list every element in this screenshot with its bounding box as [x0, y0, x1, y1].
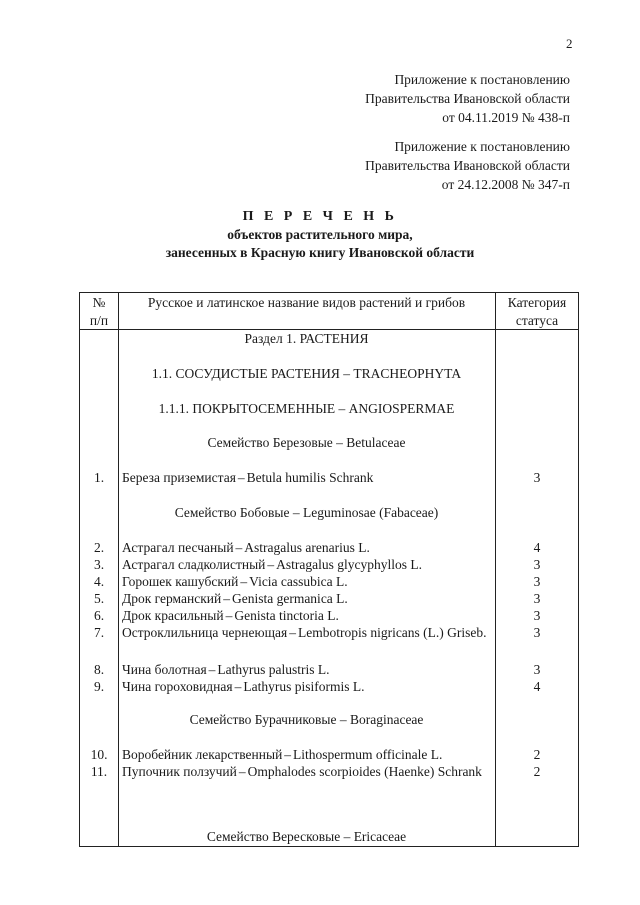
section-heading: Раздел 1. РАСТЕНИЯ: [244, 331, 369, 346]
appendix-line: Приложение к постановлению: [394, 72, 570, 87]
document-title: П Е Р Е Ч Е Н Ь: [242, 209, 398, 224]
subsubsection-heading: 1.1.1. ПОКРЫТОСЕМЕННЫЕ – ANGIOSPERMAE: [158, 401, 455, 416]
appendix-line: от 24.12.2008 № 347-п: [441, 177, 570, 192]
species-table: № п/п Русское и латинское название видов растений и грибов Категория статуса Раздел 1. РАСТЕНИЯ 1.1. СОСУДИСТЫЕ РАСТЕНИЯ – TRACHEOPHYTA 1.1.1. ПОКРЫТОСЕМЕННЫЕ – ANGIOSPERMAE Семейство Березовые – Betulaceae 1. Береза приземистая – Betula humilis Schrank 3 Семейство Бобовые – Leguminosae (Fabaceae) 2. Астрагал песчаный – Astragalus arenarius L. 4 3. Астрагал сладколистный – Astragalus glycyphyllos L. 3 4. Горошек кашубский – Vicia cassubica L. 3 5. Дрок германский – Genista germanica L. 3 6. Дрок красильный – Genista tinctoria L. 3 7. Остроклильница чернеющая – Lembotropis nigricans (L.) Griseb. 3 8. Чина болотная – Lathyrus palustris L. 3 9. Чина гороховидная – Lathyrus pisiformis L. 4 Семейство Бурачниковые – Boraginaceae 10. Воробейник лекарственный – Lithospermum officinale L. 2 11. Пупочник ползучий – Omphalodes scorpioides (Haenke) Schrank 2 Семейство Вересковые – Ericaceae: [79, 292, 579, 847]
family-heading: Семейство Бобовые – Leguminosae (Fabaceae): [174, 505, 439, 520]
header-name: Русское и латинское название видов растений и грибов: [147, 295, 466, 310]
family-heading: Семейство Вересковые – Ericaceae: [206, 829, 407, 844]
appendix-line: от 04.11.2019 № 438-п: [442, 110, 570, 125]
family-heading: Семейство Бурачниковые – Boraginaceae: [189, 712, 424, 727]
appendix-line: Приложение к постановлению: [394, 139, 570, 154]
subsection-heading: 1.1. СОСУДИСТЫЕ РАСТЕНИЯ – TRACHEOPHYTA: [151, 366, 462, 381]
appendix-reference-2008: [365, 137, 570, 194]
page-number: 2: [566, 36, 573, 51]
document-subtitle-line-1: объектов растительного мира,: [227, 227, 413, 242]
header-category: Категория статуса: [507, 295, 567, 328]
document-subtitle-line-2: занесенных в Красную книгу Ивановской области: [165, 245, 475, 260]
family-heading: Семейство Березовые – Betulaceae: [207, 435, 406, 450]
appendix-line: Правительства Ивановской области: [365, 91, 570, 106]
header-number: № п/п: [89, 295, 109, 328]
appendix-reference-2019: [365, 70, 570, 127]
appendix-line: Правительства Ивановской области: [365, 158, 570, 173]
